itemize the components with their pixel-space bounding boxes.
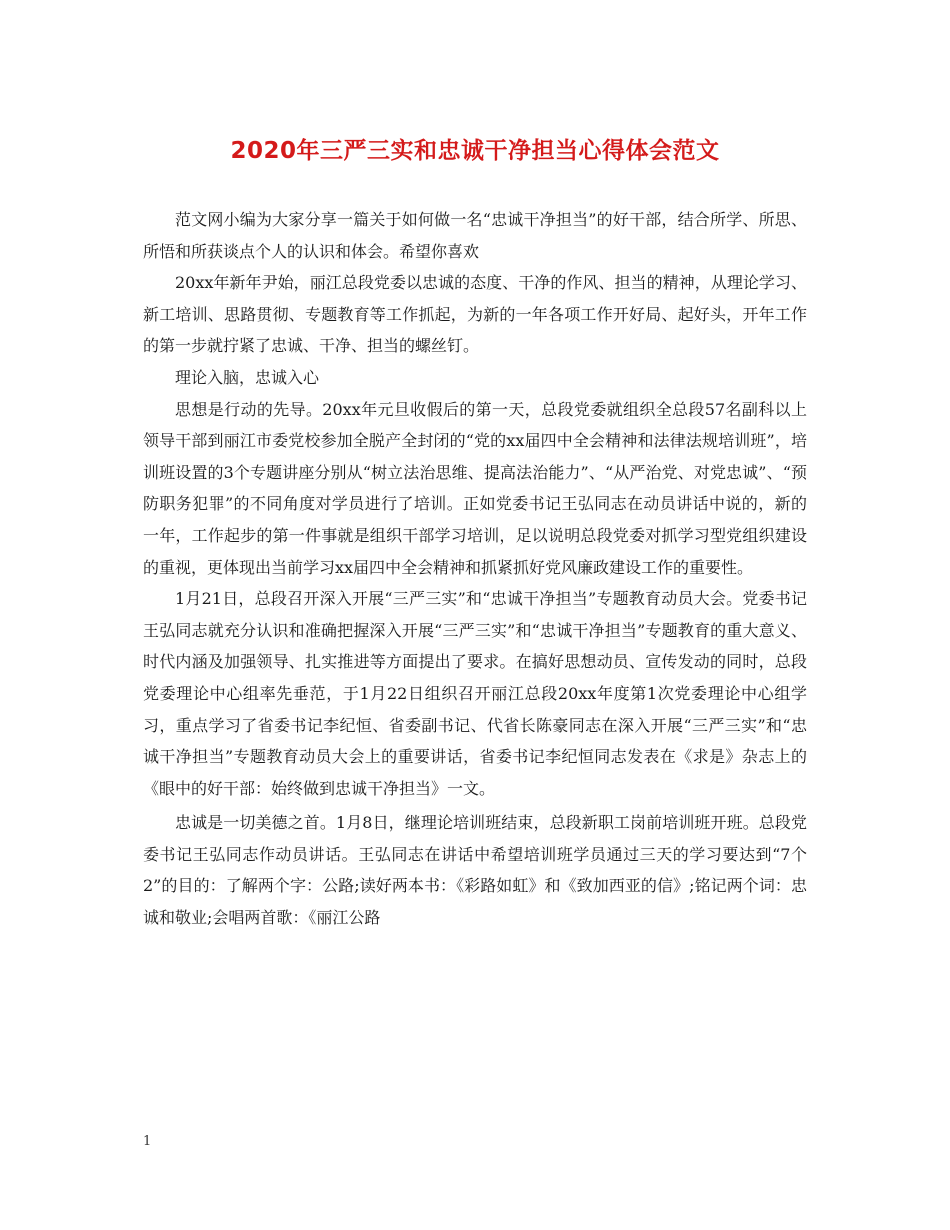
- page-number: 1: [143, 1134, 152, 1149]
- paragraph-new-year: 20xx年新年尹始，丽江总段党委以忠诚的态度、干净的作风、担当的精神，从理论学习、新工培训、思路贯彻、专题教育等工作抓起，为新的一年各项工作开好局、起好头，开年工作的第一步就拧紧了忠诚、干净、担当的螺丝钉。: [143, 273, 807, 356]
- document-body: [143, 204, 807, 934]
- section-heading-theory: 理论入脑，忠诚入心: [175, 367, 320, 387]
- paragraph-intro: 范文网小编为大家分享一篇关于如何做一名“忠诚干净担当”的好干部，结合所学、所思、所悟和所获谈点个人的认识和体会。希望你喜欢: [143, 210, 807, 261]
- paragraph-loyalty: 忠诚是一切美德之首。1月8日，继理论培训班结束，总段新职工岗前培训班开班。总段党委书记王弘同志作动员讲话。王弘同志在讲话中希望培训班学员通过三天的学习要达到“7个2”的目的：了解两个字：公路;读好两本书：《彩路如虹》和《致加西亚的信》;铭记两个词：忠诚和敬业;会唱两首歌：《丽江公路: [143, 813, 807, 928]
- document-title: 2020年三严三实和忠诚干净担当心得体会范文: [230, 138, 720, 164]
- paragraph-january-21: 1月21日，总段召开深入开展“三严三实”和“忠诚干净担当”专题教育动员大会。党委书记王弘同志就充分认识和准确把握深入开展“三严三实”和“忠诚干净担当”专题教育的重大意义、时代内涵及加强领导、扎实推进等方面提出了要求。在搞好思想动员、宣传发动的同时，总段党委理论中心组率先垂范，于1月22日组织召开丽江总段20xx年度第1次党委理论中心组学习，重点学习了省委书记李纪恒、省委副书记、代省长陈豪同志在深入开展“三严三实”和“忠诚干净担当”专题教育动员大会上的重要讲话，省委书记李纪恒同志发表在《求是》杂志上的《眼中的好干部：始终做到忠诚干净担当》一文。: [143, 589, 807, 798]
- paragraph-thought: 思想是行动的先导。20xx年元旦收假后的第一天，总段党委就组织全总段57名副科以上领导干部到丽江市委党校参加全脱产全封闭的“党的xx届四中全会精神和法律法规培训班”，培训班设置的3个专题讲座分别从“树立法治思维、提高法治能力”、“从严治党、对党忠诚”、“预防职务犯罪”的不同角度对学员进行了培训。正如党委书记王弘同志在动员讲话中说的，新的一年，工作起步的第一件事就是组织干部学习培训，足以说明总段党委对抓学习型党组织建设的重视，更体现出当前学习xx届四中全会精神和抓紧抓好党风廉政建设工作的重要性。: [143, 399, 807, 577]
